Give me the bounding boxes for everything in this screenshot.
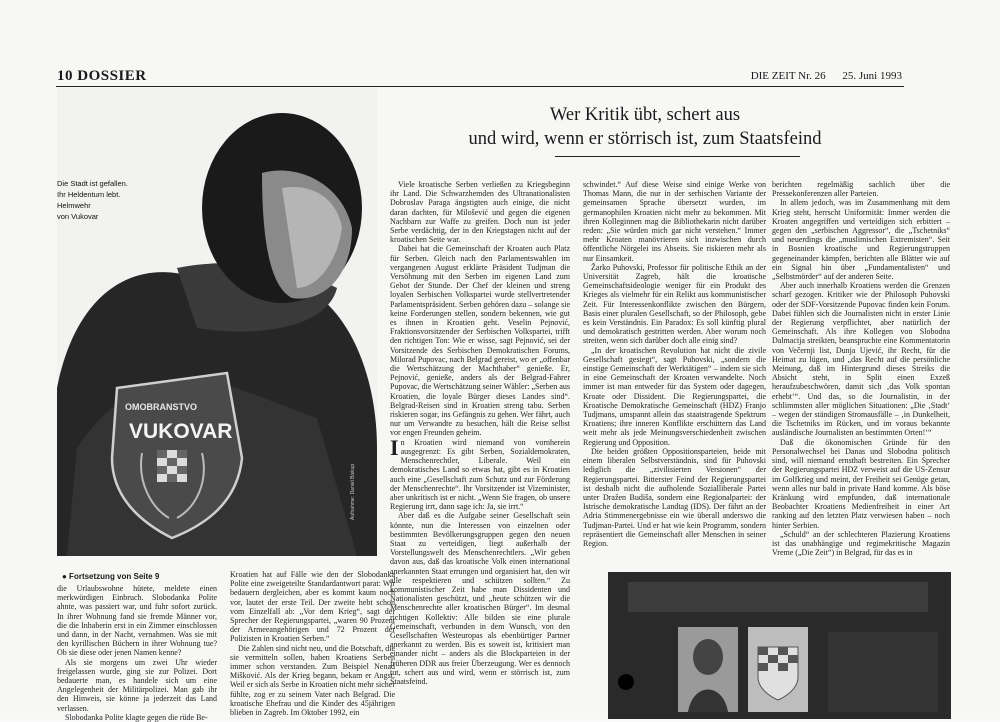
issue-date: 25. Juni 1993 [842,70,902,82]
photo-credit: Aufnahme: Daniel Biskup [350,463,356,520]
paragraph: Žarko Puhovski, Professor für politische Ethik an der Universität Zagreb, hält die kroatische Gemeinschaftsideologie weniger für ein Produkt des Krieges als vielmehr für ein Relikt aus kommunistischer Zeit. Für Interessenkonflikte zwischen den Bürgern, Basis einer pluralen Gesellschaft, so der Philosoph, gebe es kein Verständnis. Ein Paradox: Es soll künftig plural und demokratisch gestritten werden. Aber worum noch streiten, wenn sich darüber doch alle einig sind? [583,262,766,346]
publication-name: DIE ZEIT Nr. 26 [750,70,826,82]
caption-line: von Vukovar [57,212,99,221]
paragraph: Kroatien hat auf Fälle wie den der Slobodanka Polite eine zweigeteilte Standardantwort parat: Wir bedauern dergleichen, aber es kommt kaum noch vor, lautet der erste Teil. Der zweite hebt schon vom Einzelfall ab: „Vor dem Krieg“, sagt der Sprecher der Regierungspartei, „waren 90 Prozent der Armeeangehörigen und 72 Prozent der Polizisten in Kroatien Serben.“ [230,570,395,644]
article-column-4 [57,584,217,722]
patch-main-text: VUKOVAR [129,420,233,443]
headline-line-1: Wer Kritik übt, schert aus [549,105,741,125]
continuation-note: ● Fortsetzung von Seite 9 [62,572,160,581]
headline-line-2: und wird, wenn er störrisch ist, zum Staatsfeind [468,129,822,149]
photo-caption [57,178,157,222]
paragraph: In allem jedoch, was im Zusammenhang mit dem Krieg steht, herrscht Uniformität: Immer werden die Kroaten angegriffen und verteidigen sich erbittert – gegen den „serbischen Aggressor“, die „Tschetniks“ und neuerdings die „muslimischen Extremisten“. Seit in Bosnien kroatische und Regierungstruppen gegeneinander kämpfen, berichten alle Blätter wie auf ein Signal hin über „Fundamentalisten“ und „Selbstmörder“ auf der anderen Seite. [772,198,950,282]
paragraph: berichten regelmäßig sachlich über die Pressekonferenzen aller Parteien. [772,180,950,199]
paragraph: Viele kroatische Serben verließen zu Kriegsbeginn ihr Land. Die Schwarzhemden des Ultranationalisten Dobroslav Paraga ängstigten auch einige, die nicht daran dachten, für Milošević und gegen die eigenen Nachbarn zur Waffe zu greifen. Doch nun ist jeder Serbe verdächtig, der in den Kriegstagen nicht auf der kroatischen Seite war. [390,180,570,245]
paragraph: Die beiden größten Oppositionsparteien, beide mit einem liberalen Selbstverständnis, sind für Puhovski lediglich die „zivilisierten Versionen“ der Regierungspartei. Bitterster Feind der Regierungspartei ist deshalb nicht die aufholende Sozialliberale Partei unter Dražen Budiša, sondern eine Regionalpartei: der Istrische demokratische Landtag (IDS). Der fährt an der Adria Stimmenergebnisse ein wie überall anderswo die Tudjman-Partei. Und er hat wie kein Programm, sondern repräsentiert die Gemeinschaft aller Menschen in seiner Region. [583,446,766,548]
secondary-photo [608,572,951,719]
paragraph: Slobodanka Polite klagte gegen die rüde Be- [65,712,208,722]
paragraph: In Kroatien wird niemand von vornherein ausgegrenzt: Es gibt Serben, Sozialdemokraten, Menschenrechtler, Liberale. Weil ein demokratisches Land so etwas hat, gibt es in Kroatien auch eine „Gesellschaft zum Schutz und zur Förderung der Menschenrechte“. Ihr Vorsitzender ist Vizeminister, aber unkritisch ist er nicht. „Wenn Sie fragen, ob unsere Regierung irrt, dann sage ich: Ja, sie irrt.“ [390,434,570,512]
paragraph: „In der kroatischen Revolution hat nicht die zivile Gesellschaft gesiegt“, sagt Puhovski, „sondern die einstige Gemeinschaft der Werktätigen“ – indem sie sich in eine Gemeinschaft der Kroaten verwandelte. Noch immer ist man entweder für das System oder dagegen, Kroate oder Dissident. Die Regierungspartei, die Kroatische Demokratische Gemeinschaft (HDZ) Franjo Tudjmans, umspannt allein das staatstragende Spektrum Kroatiens; ihre inneren Konflikte erschüttern das Land weit mehr als jede Meinungsverschiedenheit zwischen Regierung und Opposition. [583,345,766,447]
section-title: 10 DOSSIER [57,68,147,84]
paragraph: schwindet.“ Auf diese Weise sind einige Werke von Thomas Mann, die nur in der serbischen Variante der gemeinsamen Sprache übersetzt wurden, im germanophilen Kroatien nicht mehr zu bekommen. Mit ihren Kolleginnen mag die Bibliothekarin nicht darüber reden: „Sie würden mich gar nicht verstehen.“ Immer mehr Kroaten manövrieren sich inzwischen durch öffentliche Nörgelei ins Abseits. Sie riskieren mehr als nur Einsamkeit. [583,180,766,263]
paragraph: Dabei hat die Gemeinschaft der Kroaten auch Platz für Serben. Gleich nach den Parlamentswahlen im vergangenen August erklärte Präsident Tudjman die Versöhnung mit den Serben im eigenen Land zum Gebot der Stunde. Der Chef der kleinen und streng loyalen Serbischen Volkspartei wurde stellvertretender Parlamentspräsident. Serben gehören dazu – solange sie keine Forderungen stellen, sondern bekennen, wie gut es ihnen in Kroatien geht. Veselin Pejnović, Fraktionsvorsitzender der Serbischen Volkspartei, trifft den richtigen Ton: Wie er wisse, sagt Pejnović, sei der Vorsitzende des Serbischen Demokratischen Forums, Milorad Pupovac, nach Belgrad gereist, wo er „offenbar die Wertschätzung der Machthaber“ genieße. Er, Pejnović, genieße, anders als der Belgrad-Fahrer Pupovac, die Wertschätzung seiner Wähler: „Serben aus Kroatien, die loyale Bürger dieses Landes sind“. Belgrad-Reisen sind in Kroatien streng tabu. Serben riskieren sogar, ins Gefängnis zu gehen. Wer fährt, auch nur um Verwandte zu besuchen, hält die Reise selbst vor engen Freunden geheim. [390,244,570,438]
paragraph: Aber auch innerhalb Kroatiens werden die Grenzen scharf gezogen. Kritiker wie der Philosoph Puhovski oder der SDF-Vorsitzende Pupovac finden kein Forum. Dabei fühlen sich die Journalisten nicht in erster Linie der Regierung verpflichtet, aber natürlich der Gemeinschaft. Als ihre Kollegen von Slobodna Dalmacija streikten, beanspruchte eine Kommentatorin von Večernji list, Dunja Ujević, ihr Recht, für die Heimat zu lügen, und „das Recht auf die persönliche Meinung, daß im Hintergrund dieses Streiks die Absicht steht, in Split einen Exzeß heraufzubeschwören, damit sich ‚das Volk spontan erhebt‘“. Und das, so die Journalistin, in der schlimmsten aller möglichen Situationen: „Die ‚Stadt‘ – wegen der ständigen Stromausfälle – ‚in Dunkelheit, die Tschetniks im Rücken, und im voraus bekannte ausländische Journalisten an bestimmten Orten!‘“ [772,281,950,438]
punch-hole-dot [398,674,408,684]
article-headline [420,103,870,151]
punch-hole-dot [618,674,634,690]
main-photo [57,88,377,556]
patch-top-text: OMOBRANSTVO [125,402,197,412]
paragraph: Aber daß es die Aufgabe seiner Gesellschaft sein könnte, nun die Interessen von einzelnen oder bestimmten Bevölkerungsgruppen gegen den neuen Staat zu verteidigen, liegt außerhalb der Vorstellungswelt des Menschenrechtlers. „Wir geben davon aus, daß das kroatische Volk einen international anerkannten Staat errungen und organisiert hat, den wir alle respektieren und schützen sollten.“ Zu kommunistischer Zeit habe man Dissidenten und Nationalisten geschützt, und „heute schützen wir die Menschenrechte aller kroatischen Bürger“. Im desmal richtigen Kollektiv: Alle bilden sie eine plurale Gemeinschaft, verbunden in dem Wunsch, von den Gesellschaften Westeuropas als ebenbürtiger Partner anerkannt zu werden. Bis es soweit ist, kritisiert man einander nicht – anders als die Blockparteien in der früheren DDR aus freier Überzeugung. Wer es dennoch tut, schert aus und wird, wenn er störrisch ist, zum Staatsfeind. [390,511,570,686]
article-column-3 [772,180,950,557]
article-column-1 [390,180,570,686]
article-column-5 [230,570,395,717]
paragraph: Die Zahlen sind nicht neu, und die Botschaft, die sie vermitteln sollen, haben Kroatiens Serben immer schon verstanden. Zum Beispiel Nenad Mišković. Als der Krieg begann, bekam er Angst. Weil er sich als Serbe in Kroatien nicht mehr sicher fühlte, zog er zu seinem Vater nach Belgrad. Die kroatische Ehefrau und die Kinder des 45jährigen blieben in Zagreb. Im Oktober 1992, ein [230,643,395,718]
caption-line: Ihr Heldentum lebt. [57,190,121,199]
office-photo-illustration [608,572,951,719]
header-rule [56,86,904,87]
caption-line: Helmwehr [57,201,91,210]
paragraph: Als sie morgens um zwei Uhr wieder freigelassen wurde, ging sie zur Polizei. Dort bedauerte man, es handele sich um eine Angelegenheit der Militärpolizei. Man gab ihr den Hinweis, sie könne ja jederzeit das Land verlassen. [57,657,217,713]
masthead-info [737,70,902,82]
caption-line: Die Stadt ist gefallen. [57,179,128,188]
article-column-2 [583,180,766,548]
headline-rule [555,156,800,157]
paragraph: „Schuld“ an der schlechteren Plazierung Kroatiens ist das unabhängige und regimekritische Magazin Vreme („Die Zeit“) in Belgrad, für das es in [772,529,950,558]
drop-cap: I [390,434,399,460]
soldier-photo-illustration [57,88,377,556]
paragraph: Daß die ökonomischen Gründe für den Personalwechsel bei Danas und Slobodna politisch sind, will niemand ernsthaft bestreiten. Ein Sprecher der Regierungspartei HDZ verweist auf die US-Zensur im Golfkrieg und meint, der Freiheit sei Genüge getan, wenn alles nur bald in private Hand komme. Als böse Kränkung wird empfunden, daß internationale Beobachter Kroatiens Medienfreiheit in einer Art ranking auf den letzten Platz verwiesen haben – noch hinter Serbien. [772,437,950,530]
paragraph: die Urlaubswohne hütete, meldete einen merkwürdigen Einbruch. Slobodanka Polite ahnte, was passiert war, und fuhr sofort zurück. In ihrer Wohnung fand sie fremde Männer vor, die die Inhaberin erst in ein Zimmer einschlossen und dann, in der Nacht, vernahmen. Was sie mit den kyrillischen Büchern in ihrer Wohnung tue? Ob sie diese oder jenen Namen kenne? [57,584,217,658]
